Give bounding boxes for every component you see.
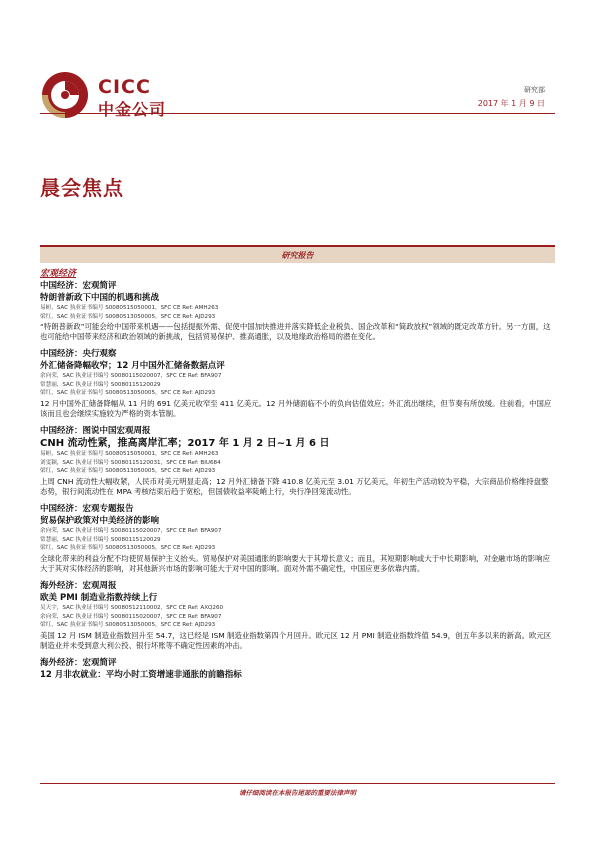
article-item	[40, 581, 555, 651]
section-header-label: 研究报告	[281, 250, 314, 260]
article-title[interactable]: 贸易保护政策对中美经济的影响	[40, 516, 160, 527]
article-item	[40, 349, 555, 419]
footer-divider	[40, 783, 555, 784]
article-title[interactable]: 12 月非农就业：平均小时工资增速非通胀的前瞻指标	[40, 670, 242, 681]
analyst-line: 余向荣，SAC 执业证书编号 S0080115020007，SFC CE Ref: BFA907	[40, 613, 222, 620]
article-region: 中国经济：宏观简评	[40, 281, 117, 291]
article-summary: 全球化带来的利益分配不均使贸易保护主义抬头。贸易保护对美国通胀的影响要大于其增长意义；而且，其短期影响或大于中长期影响，对金融市场的影响应大于其对实体经济的影响，对其他新兴市场的影响可能大于对中国的影响。面对外需不确定性，中国应更多依靠内需。	[40, 553, 550, 573]
report-date: 2017 年 1 月 9 日	[477, 99, 545, 108]
legal-disclaimer: 请仔细阅读在本报告尾部的重要法律声明	[239, 789, 356, 797]
category-heading: 宏观经济	[40, 269, 77, 279]
article-list	[40, 281, 555, 681]
analyst-line: 梁红，SAC 执业证书编号 S0080513050005，SFC CE Ref: AJD293	[40, 545, 216, 552]
article-summary: 美国 12 月 ISM 制造业指数回升至 54.7，这已经是 ISM 制造业指数第四个月回升。欧元区 12 月 PMI 制造业指数终值 54.9，创五年多以来的新高。欧元区制造业并未受到意大利公投、银行坏账等不确定性因素的冲击。	[40, 630, 552, 650]
logo-text-cn: 中金公司	[98, 100, 167, 119]
article-title[interactable]: 外汇储备降幅收窄；12 月中国外汇储备数据点评	[40, 361, 225, 372]
analyst-line: 梁红，SAC 执业证书编号 S0080513050005，SFC CE Ref: AJD293	[40, 468, 216, 475]
analyst-line: 常慧丽，SAC 执业证书编号 S0080115120029	[40, 536, 161, 543]
analyst-line: 易峘，SAC 执业证书编号 S0080515050001，SFC CE Ref: AMH263	[40, 451, 219, 458]
article-title[interactable]: 特朗普新政下中国的机遇和挑战	[40, 293, 160, 303]
analyst-line: 余向荣，SAC 执业证书编号 S0080115020007，SFC CE Ref: BFA907	[40, 528, 222, 535]
article-region: 海外经济：宏观简评	[40, 658, 117, 669]
article-region: 中国经济：图说中国宏观周报	[40, 426, 151, 437]
logo-text-en: CICC	[98, 76, 151, 98]
analyst-line: 梁红，SAC 执业证书编号 S0080513050005，SFC CE Ref: AJD293	[40, 313, 216, 320]
article-title[interactable]: CNH 流动性紧，推高离岸汇率；2017 年 1 月 2 日~1 月 6 日	[40, 438, 330, 450]
header-divider	[40, 113, 555, 114]
analyst-line: 余向荣，SAC 执业证书编号 S0080115020007，SFC CE Ref: BFA907	[40, 373, 222, 380]
article-item	[40, 426, 555, 497]
article-summary: 上周 CNH 流动性大幅收紧，人民币对美元明显走高；12 月外汇储备下降 410.8 亿美元至 3.01 万亿美元，年初生产活动较为平稳，大宗商品价格维持盘整态势，银行间流动性在 MPA 考核结束后趋于宽松，但国债收益率陡峭上行，央行净回笼流动性。	[40, 476, 549, 497]
article-region: 中国经济：宏观专题报告	[40, 504, 134, 515]
analyst-line: 梁红，SAC 执业证书编号 S0080513050005，SFC CE Ref: AJD293	[40, 622, 216, 629]
article-item	[40, 504, 555, 574]
article-region: 海外经济：宏观周报	[40, 581, 117, 592]
analyst-line: 易峘，SAC 执业证书编号 S0080515050001，SFC CE Ref: AMH263	[40, 305, 219, 311]
article-region: 中国经济：央行观察	[40, 349, 117, 360]
article-summary: 12 月中国外汇储备降幅从 11 月的 691 亿美元收窄至 411 亿美元。12 月外储面临不小的负向估值效应；外汇流出继续，但节奏有所放缓。往前看，中国应该而且也会继续实施较为严格的资本管制。	[40, 398, 552, 419]
analyst-line: 吴天宇，SAC 执业证书编号 S0080512110002，SFC CE Ref: AXQ260	[40, 605, 224, 612]
article-summary: “特朗普新政”可能会给中国带来机遇——包括提振外需、促使中国加快推进并落实降低企业税负、国企改革和“简政放权”领域的既定改革方针。另一方面，这也可能给中国带来经济和政治领域的新挑战，包括贸易保护、推高通胀，以及地缘政治格局的潜在变化。	[40, 322, 551, 342]
section-header	[40, 245, 555, 263]
analyst-line: 刘雯颖，SAC 执业证书编号 S0080115120031，SFC CE Ref: BIU684	[40, 459, 221, 466]
analyst-line: 梁红，SAC 执业证书编号 S0080513050005，SFC CE Ref: AJD293	[40, 390, 216, 397]
page-title: 晨会焦点	[40, 176, 124, 200]
report-list	[40, 266, 555, 688]
article-title[interactable]: 欧美 PMI 制造业指数持续上行	[40, 593, 158, 604]
analyst-line: 常慧丽，SAC 执业证书编号 S0080115120029	[40, 381, 161, 388]
department-label: 研究部	[524, 86, 545, 94]
article-item	[40, 658, 555, 681]
article-item	[40, 281, 555, 342]
